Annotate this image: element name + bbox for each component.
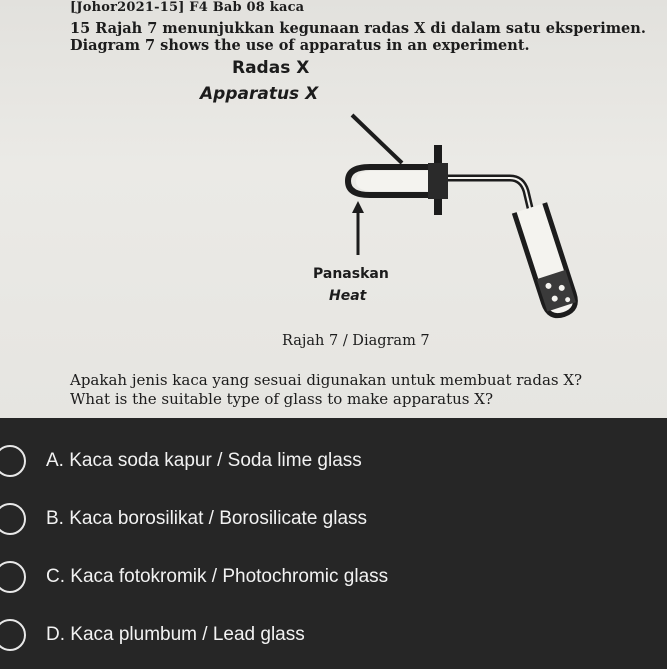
question-ask-malay: Apakah jenis kaca yang sesuai digunakan untuk membuat radas X? bbox=[70, 371, 583, 389]
option-c-label: C. Kaca fotokromik / Photochromic glass bbox=[46, 566, 389, 587]
option-a-label: A. Kaca soda kapur / Soda lime glass bbox=[46, 450, 362, 471]
question-stem-english: Diagram 7 shows the use of apparatus in an experiment. bbox=[70, 37, 530, 54]
collecting-test-tube bbox=[514, 203, 579, 319]
rubber-stopper bbox=[428, 163, 448, 199]
question-ask-english: What is the suitable type of glass to make apparatus X? bbox=[70, 390, 493, 408]
question-stem-malay: 15 Rajah 7 menunjukkan kegunaan radas X di dalam satu eksperimen. bbox=[70, 20, 646, 37]
clamp-top bbox=[434, 145, 442, 163]
apparatus-diagram bbox=[330, 105, 590, 330]
diagram-caption: Rajah 7 / Diagram 7 bbox=[282, 333, 430, 349]
heat-label-malay: Panaskan bbox=[313, 266, 389, 282]
option-a-radio[interactable] bbox=[0, 445, 26, 477]
diagram-label-english: Apparatus X bbox=[200, 84, 319, 104]
option-d[interactable] bbox=[0, 606, 667, 664]
option-b-radio[interactable] bbox=[0, 503, 26, 535]
question-header: [Johor2021-15] F4 Bab 08 kaca bbox=[70, 0, 305, 15]
heat-label-english: Heat bbox=[329, 288, 367, 304]
option-d-radio[interactable] bbox=[0, 619, 26, 651]
option-b[interactable] bbox=[0, 490, 667, 548]
option-c[interactable] bbox=[0, 548, 667, 606]
option-c-radio[interactable] bbox=[0, 561, 26, 593]
answer-options-panel bbox=[0, 418, 667, 669]
diagram-label-malay: Radas X bbox=[232, 58, 310, 78]
label-pointer-line bbox=[352, 115, 402, 163]
option-b-label: B. Kaca borosilikat / Borosilicate glass bbox=[46, 508, 368, 529]
clamp-bottom bbox=[434, 199, 442, 215]
option-a[interactable] bbox=[0, 432, 667, 490]
option-d-label: D. Kaca plumbum / Lead glass bbox=[46, 624, 305, 645]
